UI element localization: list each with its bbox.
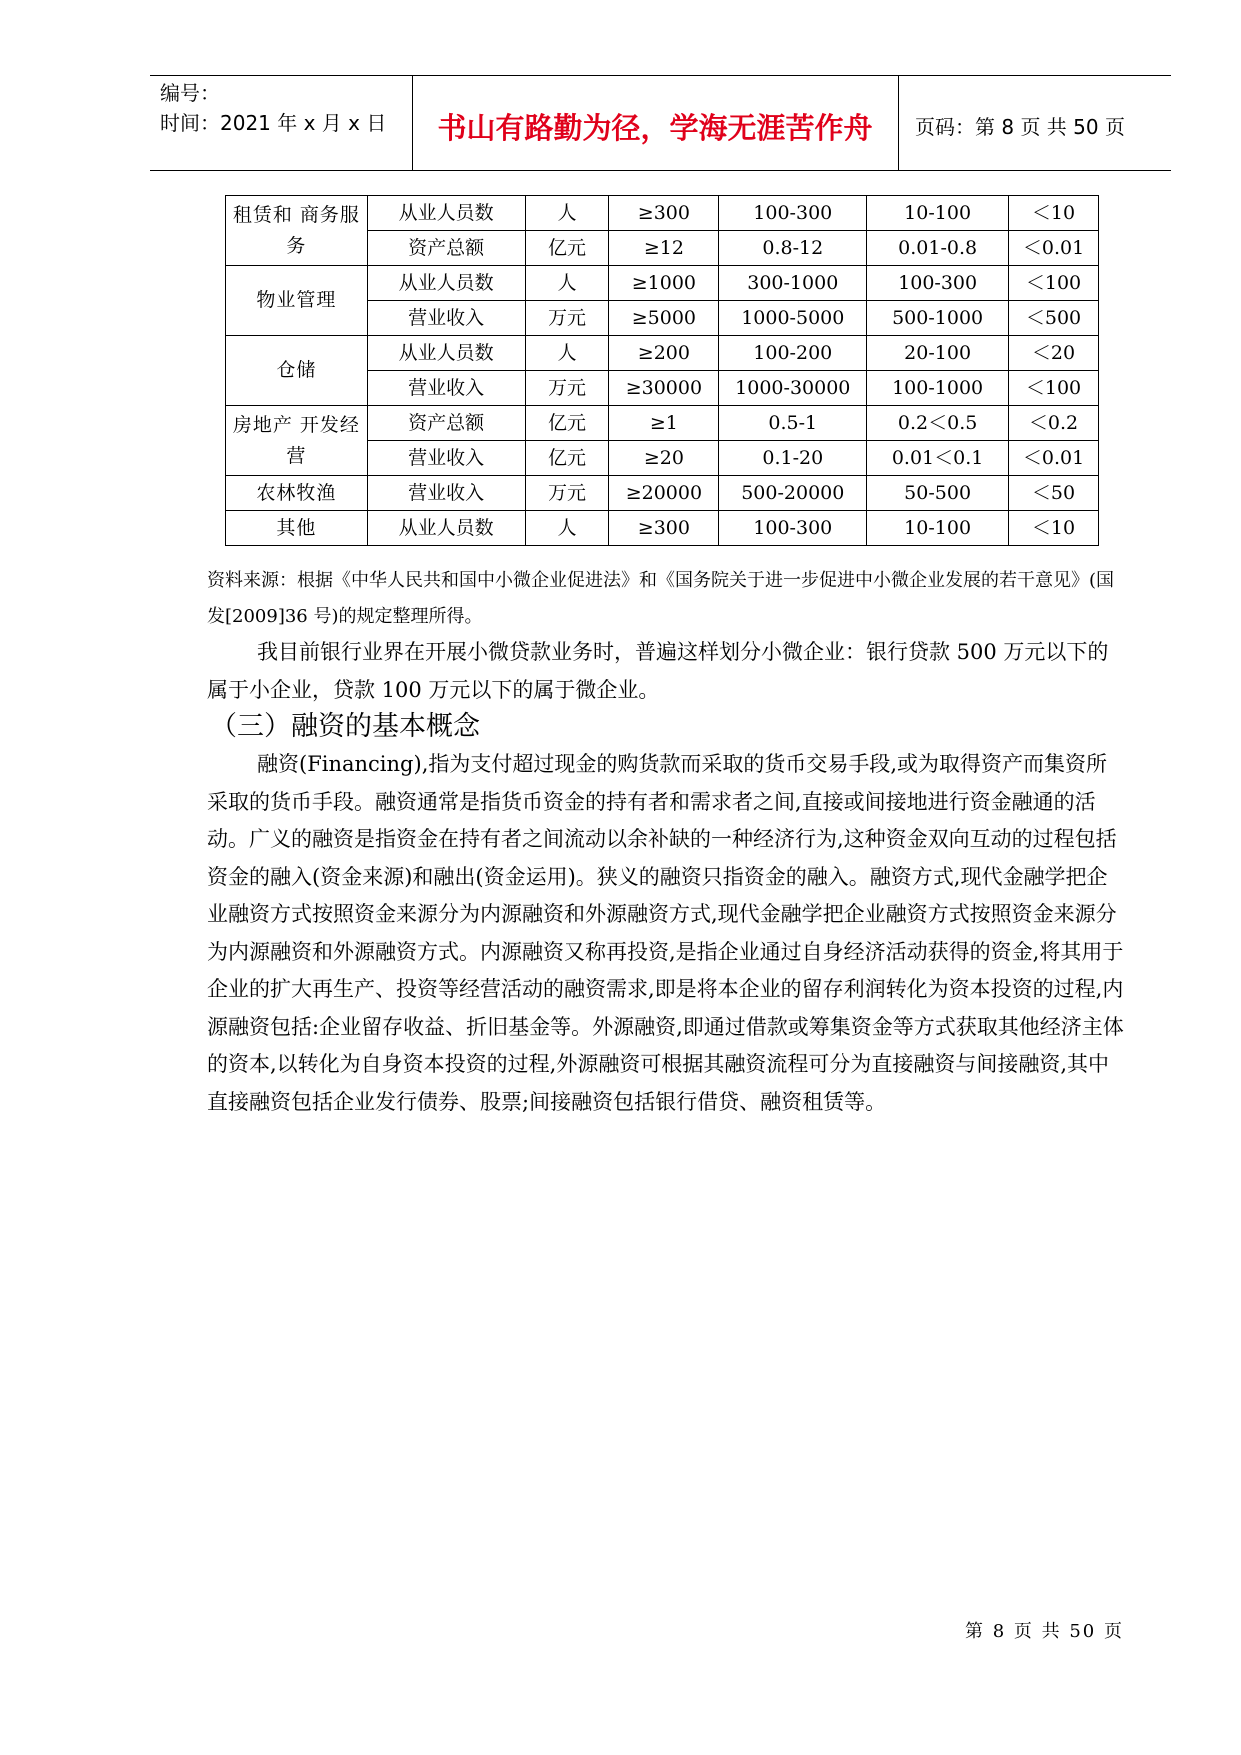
table-cell-large: ≥5000 xyxy=(609,301,719,336)
table-cell-small: 50-500 xyxy=(867,476,1009,511)
table-row xyxy=(226,406,1099,441)
table-cell-indicator: 从业人员数 xyxy=(367,196,525,231)
body-paragraph: 融资(Financing),指为支付超过现金的购货款而采取的货币交易手段,或为取得资产而集资所采取的货币手段。融资通常是指货币资金的持有者和需求者之间,直接或间接地进行资金融通的活动。广义的融资是指资金在持有者之间流动以余补缺的一种经济行为,这种资金双向互动的过程包括资金的融入(资金来源)和融出(资金运用)。狭义的融资只指资金的融入。融资方式,现代金融学把企业融资方式按照资金来源分为内源融资和外源融资方式,现代金融学把企业融资方式按照资金来源分为内源融资和外源融资方式。内源融资又称再投资,是指企业通过自身经济活动获得的资金,将其用于企业的扩大再生产、投资等经营活动的融资需求,即是将本企业的留存利润转化为资本投资的过程,内源融资包括:企业留存收益、折旧基金等。外源融资,即通过借款或筹集资金等方式获取其他经济主体的资本,以转化为自身资本投资的过程,外源融资可根据其融资流程可分为直接融资与间接融资,其中直接融资包括企业发行债券、股票;间接融资包括银行借贷、融资租赁等。 xyxy=(207,752,1124,1114)
table-cell-large: ≥1 xyxy=(609,406,719,441)
table-cell-indicator: 从业人员数 xyxy=(367,266,525,301)
section-heading: （三）融资的基本概念 xyxy=(210,711,480,742)
page-footer: 第 8 页 共 50 页 xyxy=(965,1621,1124,1642)
table-cell-micro: ＜500 xyxy=(1009,301,1099,336)
table-cell-category: 租赁和 商务服务 xyxy=(226,196,368,266)
table-cell-large: ≥300 xyxy=(609,511,719,546)
table-cell-medium: 100-200 xyxy=(719,336,867,371)
table-cell-category: 物业管理 xyxy=(226,266,368,336)
table-cell-category: 农林牧渔 xyxy=(226,476,368,511)
table-cell-large: ≥30000 xyxy=(609,371,719,406)
table-row xyxy=(226,476,1099,511)
table-cell-micro: ＜50 xyxy=(1009,476,1099,511)
table-cell-micro: ＜0.01 xyxy=(1009,441,1099,476)
table-cell-unit: 人 xyxy=(525,336,609,371)
table-cell-small: 20-100 xyxy=(867,336,1009,371)
table-cell-small: 0.01＜0.1 xyxy=(867,441,1009,476)
header-page-info: 页码：第 8 页 共 50 页 xyxy=(915,115,1125,139)
enterprise-size-table xyxy=(225,195,1099,546)
table-cell-small: 500-1000 xyxy=(867,301,1009,336)
header-meta xyxy=(160,78,386,138)
table-cell-unit: 亿元 xyxy=(525,406,609,441)
table-cell-large: ≥200 xyxy=(609,336,719,371)
table-cell-large: ≥20 xyxy=(609,441,719,476)
table-row xyxy=(226,266,1099,301)
table-cell-unit: 人 xyxy=(525,266,609,301)
table-cell-micro: ＜10 xyxy=(1009,511,1099,546)
table-cell-indicator: 营业收入 xyxy=(367,371,525,406)
header-number-label: 编号： xyxy=(160,81,220,105)
table-cell-medium: 0.1-20 xyxy=(719,441,867,476)
table-cell-micro: ＜0.01 xyxy=(1009,231,1099,266)
table-cell-small: 100-300 xyxy=(867,266,1009,301)
table-cell-medium: 0.5-1 xyxy=(719,406,867,441)
table-cell-category: 仓储 xyxy=(226,336,368,406)
table-cell-indicator: 从业人员数 xyxy=(367,336,525,371)
table-cell-medium: 500-20000 xyxy=(719,476,867,511)
table-cell-large: ≥1000 xyxy=(609,266,719,301)
table-cell-unit: 亿元 xyxy=(525,231,609,266)
table-cell-unit: 万元 xyxy=(525,301,609,336)
table-cell-small: 0.01-0.8 xyxy=(867,231,1009,266)
table-cell-indicator: 营业收入 xyxy=(367,301,525,336)
table-cell-micro: ＜100 xyxy=(1009,371,1099,406)
page-header xyxy=(150,75,1171,171)
body-paragraph: 我目前银行业界在开展小微贷款业务时，普遍这样划分小微企业：银行贷款 500 万元以下的属于小企业，贷款 100 万元以下的属于微企业。 xyxy=(207,640,1109,702)
table-cell-medium: 1000-30000 xyxy=(719,371,867,406)
table-cell-medium: 100-300 xyxy=(719,196,867,231)
table-cell-micro: ＜100 xyxy=(1009,266,1099,301)
table-cell-medium: 1000-5000 xyxy=(719,301,867,336)
table-cell-micro: ＜0.2 xyxy=(1009,406,1099,441)
table-cell-indicator: 资产总额 xyxy=(367,231,525,266)
table-cell-unit: 人 xyxy=(525,511,609,546)
table-cell-category: 其他 xyxy=(226,511,368,546)
table-cell-unit: 万元 xyxy=(525,371,609,406)
table-cell-indicator: 资产总额 xyxy=(367,406,525,441)
table-cell-medium: 0.8-12 xyxy=(719,231,867,266)
table-cell-medium: 300-1000 xyxy=(719,266,867,301)
table-row xyxy=(226,196,1099,231)
table-cell-indicator: 营业收入 xyxy=(367,476,525,511)
table-cell-unit: 亿元 xyxy=(525,441,609,476)
table-cell-indicator: 营业收入 xyxy=(367,441,525,476)
table-cell-medium: 100-300 xyxy=(719,511,867,546)
table-cell-small: 100-1000 xyxy=(867,371,1009,406)
table-cell-small: 10-100 xyxy=(867,196,1009,231)
source-note: 资料来源：根据《中华人民共和国中小微企业促进法》和《国务院关于进一步促进中小微企业发展的若干意见》(国发[2009]36 号)的规定整理所得。 xyxy=(207,570,1115,627)
table-row xyxy=(226,511,1099,546)
table-cell-large: ≥300 xyxy=(609,196,719,231)
table-cell-category: 房地产 开发经营 xyxy=(226,406,368,476)
header-time-label: 时间：2021 年 x 月 x 日 xyxy=(160,111,387,135)
table-cell-unit: 万元 xyxy=(525,476,609,511)
table-cell-small: 10-100 xyxy=(867,511,1009,546)
table-cell-indicator: 从业人员数 xyxy=(367,511,525,546)
header-slogan: 书山有路勤为径，学海无涯苦作舟 xyxy=(437,111,873,145)
table-cell-micro: ＜20 xyxy=(1009,336,1099,371)
header-divider xyxy=(898,76,899,170)
table-row xyxy=(226,336,1099,371)
table-cell-large: ≥20000 xyxy=(609,476,719,511)
table-cell-large: ≥12 xyxy=(609,231,719,266)
table-cell-small: 0.2＜0.5 xyxy=(867,406,1009,441)
table-cell-micro: ＜10 xyxy=(1009,196,1099,231)
table-cell-unit: 人 xyxy=(525,196,609,231)
